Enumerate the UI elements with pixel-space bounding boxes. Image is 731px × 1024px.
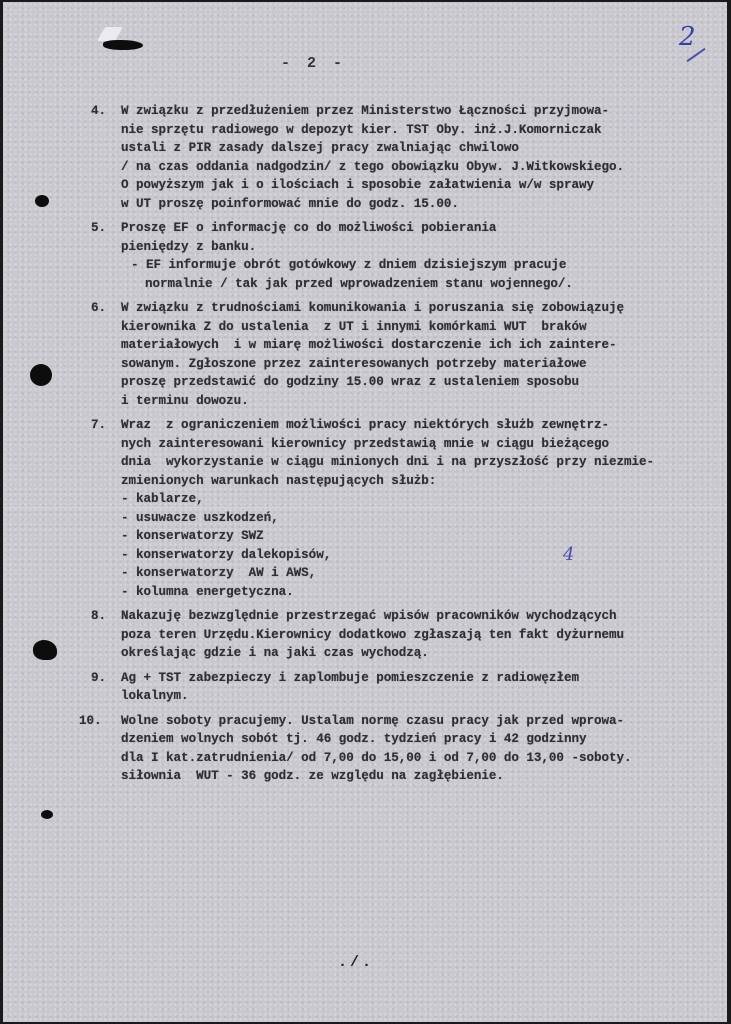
document-page bbox=[3, 2, 727, 1022]
continuation-mark: ./. bbox=[338, 954, 375, 971]
item-text-line: i terminu dowozu. bbox=[121, 393, 249, 408]
punch-hole bbox=[41, 810, 53, 819]
numbered-item bbox=[91, 299, 727, 410]
item-text-line: proszę przedstawić do godziny 15.00 wraz z ustaleniem sposobu bbox=[121, 375, 579, 389]
item-text-line: O powyższym jak i o ilościach i sposobie załatwienia w/w sprawy bbox=[121, 178, 594, 192]
item-text-line: W związku z przedłużeniem przez Ministerstwo Łączności przyjmowa- bbox=[121, 104, 609, 118]
item-text-line: Ag + TST zabezpieczy i zaplombuje pomieszczenie z radiowęzłem bbox=[121, 670, 579, 685]
item-text-line: siłownia WUT - 36 godz. ze względu na zagłębienie. bbox=[121, 769, 504, 783]
subnote-line: normalnie / tak jak przed wprowadzeniem stanu wojennego/. bbox=[145, 276, 573, 291]
item-text-line: poza teren Urzędu.Kierownicy dodatkowo zgłaszają ten fakt dyżurnemu bbox=[121, 627, 625, 642]
item-number: 8. bbox=[91, 609, 107, 623]
handwritten-page-mark: 2 bbox=[679, 22, 696, 52]
item-text-line: nych zainteresowani kierownicy przedstawią mnie w ciągu bieżącego bbox=[121, 436, 609, 451]
item-text-line: zmienionych warunkach następujących służb: bbox=[121, 473, 437, 488]
item-text-line: dla I kat.zatrudnienia/ od 7,00 do 15,00 i od 7,00 do 13,00 -soboty. bbox=[121, 750, 632, 765]
item-subnote bbox=[131, 256, 727, 293]
item-text-line: w UT proszę poinformować mnie do godz. 15.00. bbox=[121, 196, 459, 211]
bullet-item: - kablarze, bbox=[121, 492, 204, 506]
item-text-line: lokalnym. bbox=[121, 689, 189, 703]
punch-hole bbox=[33, 640, 57, 660]
numbered-item bbox=[91, 669, 727, 706]
numbered-item bbox=[91, 219, 727, 293]
bullet-item: - konserwatorzy AW i AWS, bbox=[121, 566, 317, 580]
item-number: 10. bbox=[79, 713, 102, 728]
punch-hole bbox=[30, 364, 52, 386]
item-text-line: / na czas oddania nadgodzin/ z tego obowiązku Obyw. J.Witkowskiego. bbox=[121, 159, 625, 174]
item-number: 7. bbox=[91, 418, 107, 432]
subnote-line: - EF informuje obrót gotówkowy z dniem dzisiejszym pracuje bbox=[131, 258, 567, 272]
bullet-item: - kolumna energetyczna. bbox=[121, 584, 294, 599]
item-number: 6. bbox=[91, 301, 107, 315]
numbered-item bbox=[91, 607, 727, 663]
item-number: 4. bbox=[91, 104, 107, 118]
item-number: 9. bbox=[91, 670, 107, 685]
document-body bbox=[79, 102, 727, 792]
numbered-item bbox=[91, 416, 727, 601]
item-text-line: Wolne soboty pracujemy. Ustalam normę czasu pracy jak przed wprowa- bbox=[121, 713, 625, 728]
item-text-line: Wraz z ograniczeniem możliwości pracy niektórych służb zewnętrz- bbox=[121, 418, 609, 432]
item-text-line: W związku z trudnościami komunikowania i poruszania się zobowiązuję bbox=[121, 301, 625, 315]
item-number: 5. bbox=[91, 221, 107, 235]
handwritten-margin-mark: 4 bbox=[563, 544, 575, 565]
bullet-list bbox=[121, 490, 727, 601]
item-text-line: dzeniem wolnych sobót tj. 46 godz. tydzień pracy i 42 godzinny bbox=[121, 732, 587, 746]
item-text-line: ustali z PIR zasady dalszej pracy zwalniając chwilowo bbox=[121, 141, 519, 155]
page-number: - 2 - bbox=[281, 55, 347, 72]
item-text-line: określając gdzie i na jaki czas wychodzą. bbox=[121, 646, 429, 660]
bullet-item: - konserwatorzy SWZ bbox=[121, 529, 264, 543]
item-text-line: Nakazuję bezwzględnie przestrzegać wpisów pracowników wychodzących bbox=[121, 609, 617, 623]
item-text-line: materiałowych i w miarę możliwości dostarczenie ich ich zaintere- bbox=[121, 338, 617, 352]
ink-blot-top bbox=[103, 40, 143, 50]
numbered-item bbox=[91, 102, 727, 213]
torn-paper-fragment bbox=[97, 27, 123, 41]
item-text-line: kierownika Z do ustalenia z UT i innymi komórkami WUT braków bbox=[121, 319, 587, 334]
punch-hole bbox=[35, 195, 49, 207]
bullet-item: - usuwacze uszkodzeń, bbox=[121, 510, 279, 525]
item-text-line: dnia wykorzystanie w ciągu minionych dni i na przyszłość przy niezmie- bbox=[121, 455, 655, 469]
item-text-line: nie sprzętu radiowego w depozyt kier. TST Oby. inż.J.Komorniczak bbox=[121, 122, 602, 137]
item-text-line: Proszę EF o informację co do możliwości pobierania bbox=[121, 221, 497, 235]
item-text-line: sowanym. Zgłoszone przez zainteresowanych potrzeby materiałowe bbox=[121, 356, 587, 371]
bullet-item: - konserwatorzy dalekopisów, bbox=[121, 547, 332, 562]
item-text-line: pieniędzy z banku. bbox=[121, 239, 257, 254]
numbered-item bbox=[79, 712, 727, 786]
